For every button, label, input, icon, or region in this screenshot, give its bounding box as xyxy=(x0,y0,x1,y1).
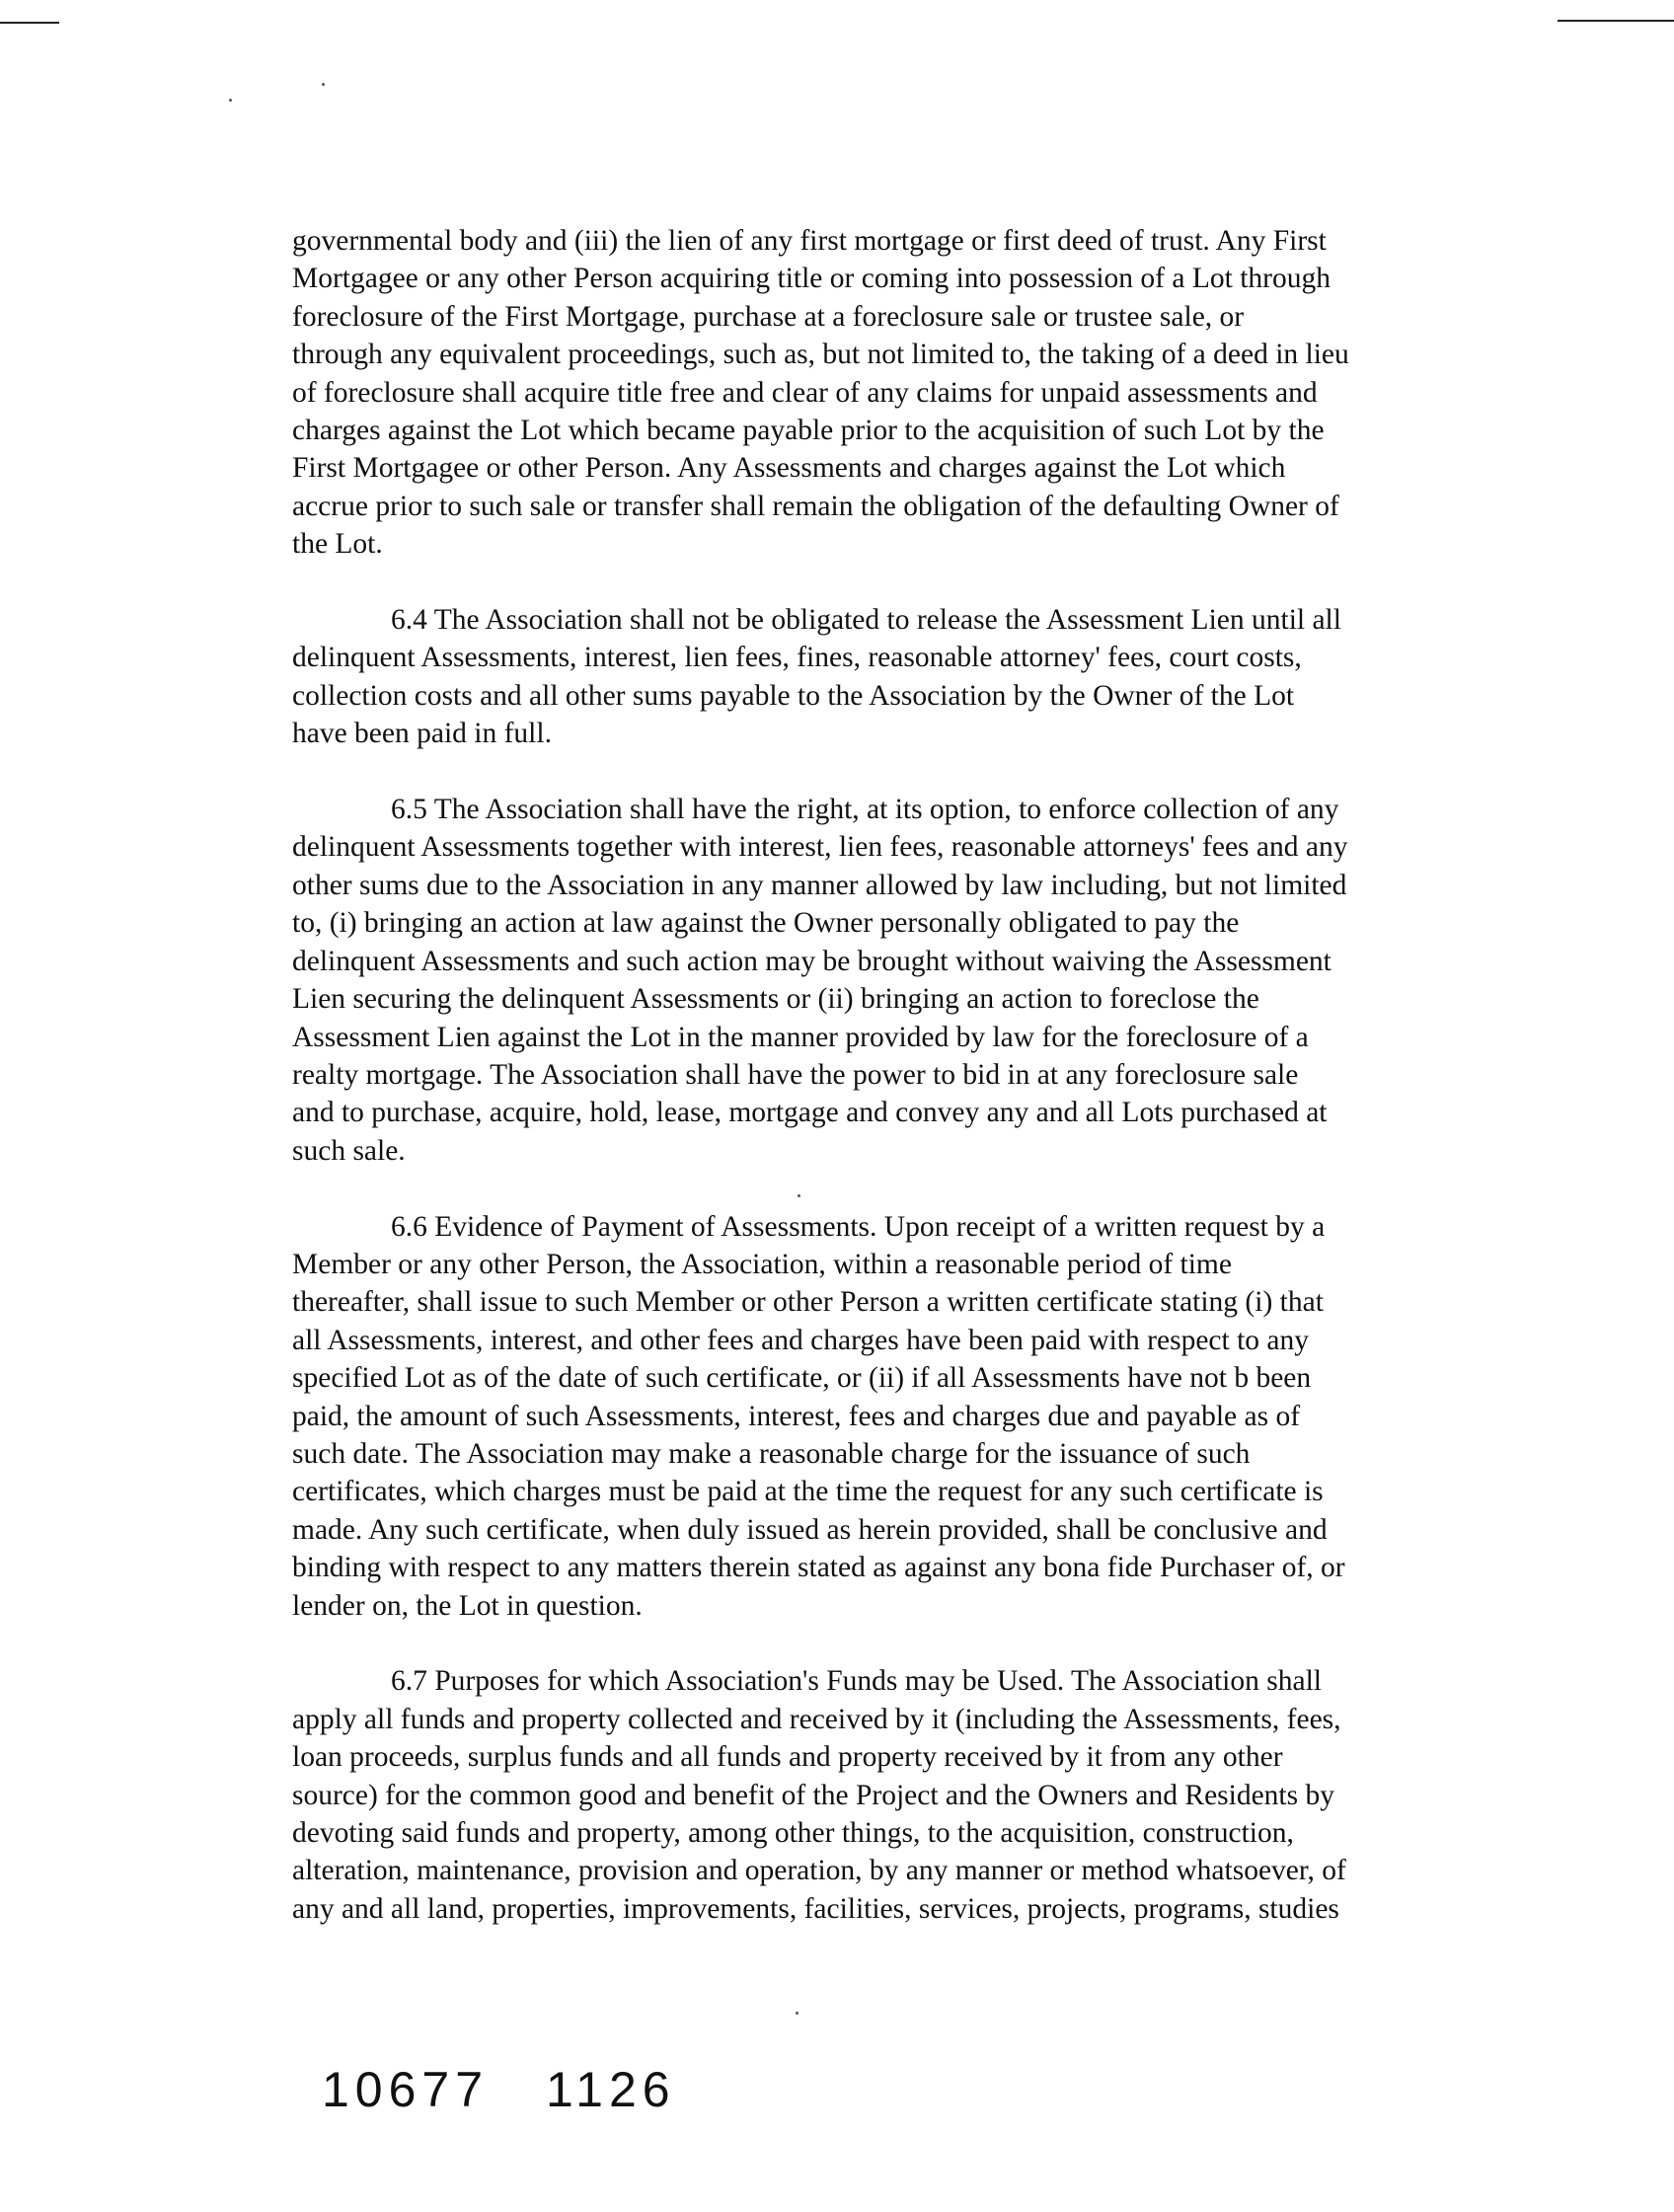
text-line: to, (i) bringing an action at law against the Owner personally obligated to pay the xyxy=(292,907,1240,940)
text-line: collection costs and all other sums payable to the Association by the Owner of the Lot xyxy=(292,679,1295,712)
text-line: Lien securing the delinquent Assessments or (ii) bringing an action to foreclose the xyxy=(292,983,1259,1016)
text-line: and to purchase, acquire, hold, lease, mortgage and convey any and all Lots purchased at xyxy=(292,1097,1328,1129)
text-line: delinquent Assessments, interest, lien fees, fines, reasonable attorney' fees, court costs, xyxy=(292,642,1302,674)
scan-edge-mark-right xyxy=(1558,20,1674,22)
text-line: specified Lot as of the date of such certificate, or (ii) if all Assessments have not b been xyxy=(292,1362,1312,1395)
paragraph-6-5 xyxy=(292,791,1516,1170)
text-line: delinquent Assessments together with interest, lien fees, reasonable attorneys' fees and any xyxy=(292,831,1348,864)
scan-speck xyxy=(229,99,232,102)
text-line: lender on, the Lot in question. xyxy=(292,1589,643,1622)
text-line: foreclosure of the First Mortgage, purchase at a foreclosure sale or trustee sale, or xyxy=(292,300,1245,333)
text-line: such date. The Association may make a reasonable charge for the issuance of such xyxy=(292,1437,1251,1470)
scan-speck xyxy=(322,83,325,86)
text-line: any and all land, properties, improvements, facilities, services, projects, programs, studies xyxy=(292,1892,1339,1925)
text-line: governmental body and (iii) the lien of any first mortgage or first deed of trust. Any First xyxy=(292,225,1327,257)
text-line: source) for the common good and benefit of the Project and the Owners and Residents by xyxy=(292,1779,1334,1811)
text-line: 6.7 Purposes for which Association's Funds may be Used. The Association shall xyxy=(391,1665,1322,1698)
paragraph-6-7 xyxy=(292,1662,1516,1928)
text-line: 6.5 The Association shall have the right, at its option, to enforce collection of any xyxy=(391,794,1339,826)
text-line: charges against the Lot which became payable prior to the acquisition of such Lot by the xyxy=(292,415,1325,447)
text-line: have been paid in full. xyxy=(292,718,552,750)
text-line: 6.4 The Association shall not be obligated to release the Assessment Lien until all xyxy=(391,604,1341,637)
paragraph-6-4 xyxy=(292,601,1516,753)
text-line: certificates, which charges must be paid at the time the request for any such certificate is xyxy=(292,1476,1324,1508)
text-line: thereafter, shall issue to such Member or other Person a written certificate stating (i) that xyxy=(292,1286,1324,1319)
text-line: through any equivalent proceedings, such as, but not limited to, the taking of a deed in lieu xyxy=(292,339,1349,371)
text-line: apply all funds and property collected and received by it (including the Assessments, fees, xyxy=(292,1703,1341,1735)
text-line: accrue prior to such sale or transfer shall remain the obligation of the defaulting Owner of xyxy=(292,490,1339,522)
text-line: of foreclosure shall acquire title free and clear of any claims for unpaid assessments and xyxy=(292,376,1318,409)
text-line: alteration, maintenance, provision and operation, by any manner or method whatsoever, of xyxy=(292,1855,1346,1887)
book-number: 10677 xyxy=(322,2062,490,2117)
text-line: all Assessments, interest, and other fees and charges have been paid with respect to any xyxy=(292,1324,1309,1356)
text-line: the Lot. xyxy=(292,528,383,561)
text-line: paid, the amount of such Assessments, interest, fees and charges due and payable as of xyxy=(292,1400,1301,1432)
text-line: such sale. xyxy=(292,1134,406,1167)
recording-stamp xyxy=(322,2061,733,2118)
text-line: binding with respect to any matters therein stated as against any bona fide Purchaser of, or xyxy=(292,1552,1345,1584)
scan-edge-mark-left xyxy=(0,22,59,24)
document-body xyxy=(292,222,1516,1966)
paragraph-continuation xyxy=(292,222,1516,564)
text-line: other sums due to the Association in any manner allowed by law including, but not limited xyxy=(292,869,1347,901)
text-line: First Mortgagee or other Person. Any Assessments and charges against the Lot which xyxy=(292,452,1286,485)
text-line: realty mortgage. The Association shall have the power to bid in at any foreclosure sale xyxy=(292,1058,1299,1091)
text-line: delinquent Assessments and such action may be brought without waiving the Assessment xyxy=(292,945,1332,977)
page-number: 1126 xyxy=(546,2062,676,2117)
text-line: Mortgagee or any other Person acquiring title or coming into possession of a Lot through xyxy=(292,263,1331,295)
paragraph-6-6 xyxy=(292,1208,1516,1625)
scan-speck xyxy=(796,2012,799,2015)
text-line: made. Any such certificate, when duly issued as herein provided, shall be conclusive and xyxy=(292,1513,1328,1546)
text-line: devoting said funds and property, among other things, to the acquisition, construction, xyxy=(292,1817,1294,1849)
text-line: loan proceeds, surplus funds and all funds and property received by it from any other xyxy=(292,1741,1283,1774)
text-line: Member or any other Person, the Association, within a reasonable period of time xyxy=(292,1248,1232,1280)
text-line: Assessment Lien against the Lot in the manner provided by law for the foreclosure of a xyxy=(292,1021,1309,1053)
text-line: 6.6 Evidence of Payment of Assessments. Upon receipt of a written request by a xyxy=(391,1210,1326,1243)
